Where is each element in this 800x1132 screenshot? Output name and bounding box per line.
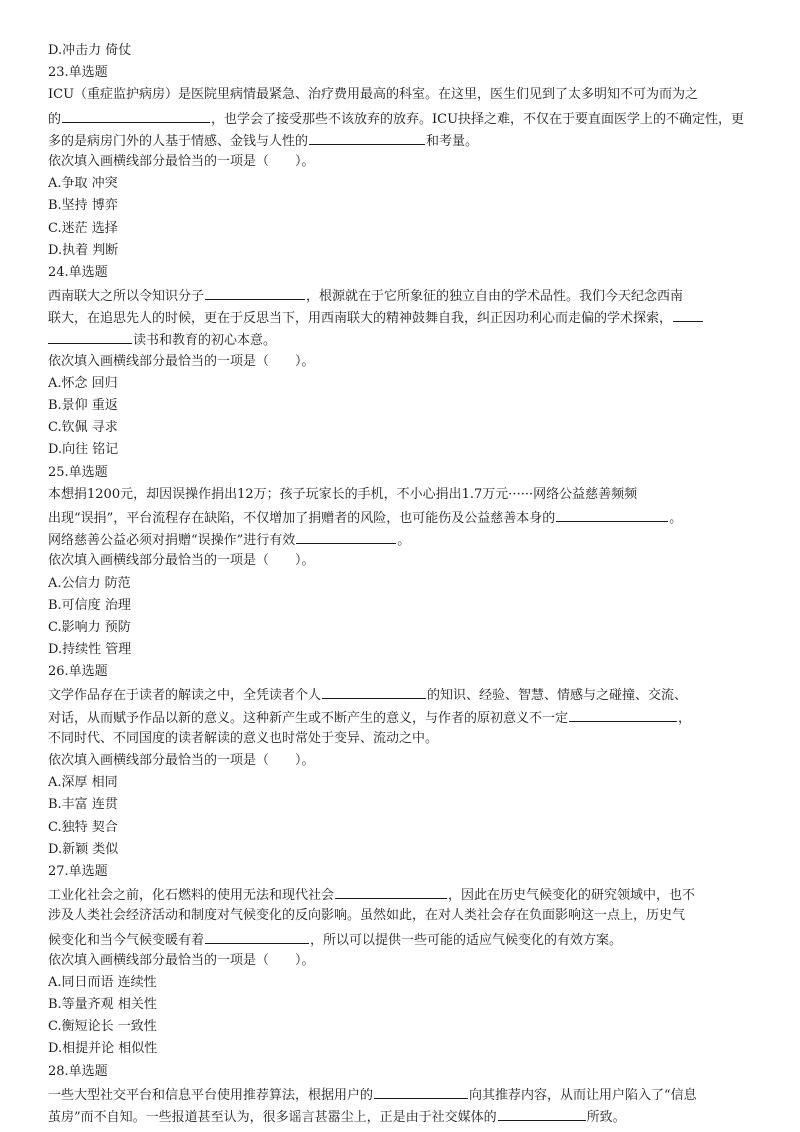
option: D.向往 铭记 — [48, 442, 119, 458]
question-stem-line: 本想捐1200元，却因误操作捐出12万；孩子玩家长的手机，不小心捐出1.7万元······网络公益慈善频频 — [48, 486, 638, 502]
answer-blank — [498, 1105, 586, 1121]
answer-blank — [62, 107, 210, 123]
question-stem-line: 多的是病房门外的人基于情感、金钱与人性的 和考量。 — [48, 129, 764, 151]
option: C.影响力 预防 — [48, 619, 131, 635]
answer-blank — [296, 528, 396, 544]
question-stem-line: 联大，在追思先人的时候，更在于反思当下，用西南联大的精神鼓舞自我，纠正因功利心而走偏的学术探索， — [48, 306, 764, 328]
answer-blank — [322, 683, 426, 699]
question-stem-line: 一些大型社交平台和信息平台使用推荐算法，根据用户的 向其推荐内容，从而让用户陷入了“信息 — [48, 1083, 764, 1105]
option: B.景仰 重返 — [48, 398, 118, 413]
option: C.独特 契合 — [48, 819, 118, 835]
option: A.争取 冲突 — [48, 176, 118, 192]
question-title: 27.单选题 — [48, 863, 108, 879]
answer-blank — [48, 328, 132, 344]
option: B.丰富 连贯 — [48, 797, 118, 813]
question-stem-line: 出现“误捐”，平台流程存在缺陷，不仅增加了捐赠者的风险，也可能伤及公益慈善本身的 。 — [48, 506, 764, 528]
question-stem-line: 网络慈善公益必须对捐赠“误操作”进行有效 。 — [48, 528, 764, 550]
answer-blank — [673, 306, 703, 322]
answer-blank — [374, 1083, 468, 1099]
question-prompt: 依次填入画横线部分最恰当的一项是（ ）。 — [48, 153, 315, 169]
option: C.钦佩 寻求 — [48, 420, 118, 436]
question-stem-line: 不同时代、不同国度的读者解读的意义也时常处于变异、流动之中。 — [48, 730, 439, 746]
option: C.衡短论长 一致性 — [48, 1019, 157, 1035]
question-24 — [48, 262, 764, 462]
question-25 — [48, 462, 764, 662]
question-prompt: 依次填入画横线部分最恰当的一项是（ ）。 — [48, 753, 315, 768]
question-stem-line: 涉及人类社会经济活动和制度对气候变化的反向影响。虽然如此，在对人类社会存在负面影响这一点上，历史气 — [48, 908, 686, 924]
option: A.同日而语 连续性 — [48, 974, 157, 990]
question-stem-line: 对话，从而赋予作品以新的意义。这种新产生或不断产生的意义，与作者的原初意义不一定 ， — [48, 706, 764, 728]
question-title: 26.单选题 — [48, 664, 108, 680]
option: C.迷茫 选择 — [48, 220, 118, 236]
answer-blank — [309, 129, 425, 145]
option: A.公信力 防范 — [48, 575, 131, 591]
question-title: 28.单选题 — [48, 1063, 108, 1079]
answer-blank — [205, 284, 305, 300]
question-stem-line: ICU（重症监护病房）是医院里病情最紧急、治疗费用最高的科室。在这里，医生们见到了太多明知不可为而为之 — [48, 87, 699, 103]
answer-blank — [556, 506, 668, 522]
option: B.等量齐观 相关性 — [48, 997, 157, 1013]
option: A.怀念 回归 — [48, 375, 118, 391]
question-title: 23.单选题 — [48, 65, 108, 81]
question-23 — [48, 62, 764, 262]
question-28 — [48, 1061, 764, 1128]
question-title: 24.单选题 — [48, 264, 108, 280]
option: D.新颖 类似 — [48, 841, 119, 857]
option: D.冲击力 倚仗 — [48, 43, 132, 58]
question-title: 25.单选题 — [48, 464, 108, 480]
exam-page — [48, 40, 764, 1127]
answer-blank — [335, 883, 447, 899]
option: D.执着 判断 — [48, 242, 119, 258]
answer-blank — [569, 706, 677, 722]
option: B.可信度 治理 — [48, 597, 131, 613]
question-27 — [48, 861, 764, 1061]
question-stem-line: 读书和教育的初心本意。 — [48, 328, 764, 350]
question-prompt: 依次填入画横线部分最恰当的一项是（ ）。 — [48, 353, 315, 369]
option: A.深厚 相同 — [48, 775, 118, 791]
question-stem-line: 的 ，也学会了接受那些不该放弃的放弃。ICU抉择之难，不仅在于要直面医学上的不确定性，更 — [48, 107, 764, 129]
option: D.持续性 管理 — [48, 642, 132, 658]
option: D.相提并论 相似性 — [48, 1041, 158, 1057]
question-26 — [48, 661, 764, 861]
question-stem-line: 西南联大之所以令知识分子 ，根源就在于它所象征的独立自由的学术品性。我们今天纪念西南 — [48, 284, 764, 306]
answer-blank — [205, 928, 309, 944]
question-stem-line: 工业化社会之前，化石燃料的使用无法和现代社会 ，因此在历史气候变化的研究领域中，也不 — [48, 883, 764, 905]
question-stem-line: 候变化和当今气候变暖有着 ，所以可以提供一些可能的适应气候变化的有效方案。 — [48, 928, 764, 950]
question-prompt: 依次填入画横线部分最恰当的一项是（ ）。 — [48, 952, 315, 968]
question-stem-line: 茧房”而不自知。一些报道甚至认为，很多谣言甚嚣尘上，正是由于社交媒体的 所致。 — [48, 1105, 764, 1127]
question-stem-line: 文学作品存在于读者的解读之中，全凭读者个人 的知识、经验、智慧、情感与之碰撞、交流、 — [48, 683, 764, 705]
question-prompt: 依次填入画横线部分最恰当的一项是（ ）。 — [48, 553, 315, 569]
option: B.坚持 博弈 — [48, 198, 118, 214]
